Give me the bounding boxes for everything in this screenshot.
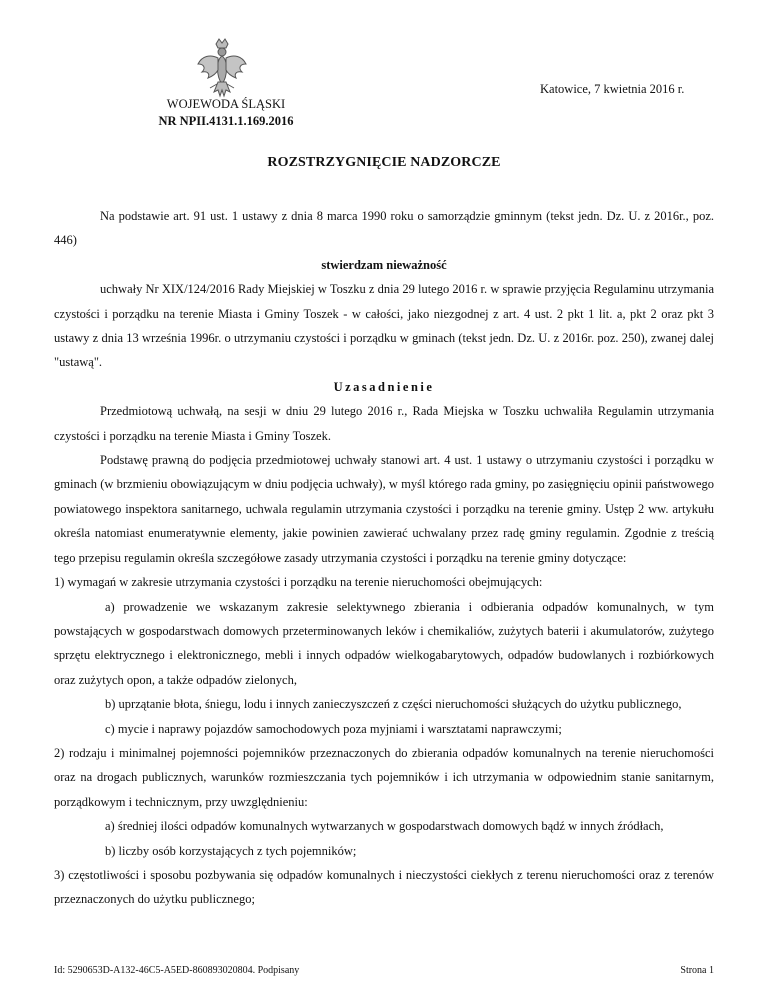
- paragraph-justification-2: Podstawę prawną do podjęcia przedmiotowej uchwały stanowi art. 4 ust. 1 ustawy o utrzymaniu czystości i porządku w gminach (w brzmieniu obowiązującym w dniu podjęcia uchwały), w myśl którego rada gminy, po zasięgnięciu opinii państwowego powiatowego inspektora sanitarnego, uchwala regulamin utrzymania czystości i porządku na terenie gminy. Ustęp 2 ww. artykułu określa natomiast enumeratywnie elementy, jakie powinien zawierać uchwalany przez radę gminy regulamin. Zgodnie z treścią tego przepisu regulamin określa szczegółowe zasady utrzymania czystości i porządku na terenie gminy dotyczące:: [54, 453, 714, 565]
- document-title: ROZSTRZYGNIĘCIE NADZORCZE: [267, 155, 501, 170]
- list-item-2a: a) średniej ilości odpadów komunalnych wytwarzanych w gospodarstwach domowych bądź w innych źródłach,: [105, 819, 664, 834]
- issuer-block: [146, 96, 306, 130]
- paragraph-resolution: uchwały Nr XIX/124/2016 Rady Miejskiej w Toszku z dnia 29 lutego 2016 r. w sprawie przyjęcia Regulaminu utrzymania czystości i porządku na terenie Miasta i Gminy Toszek - w całości, jako niezgodnej z art. 4 ust. 2 pkt 1 lit. a, pkt 2 oraz pkt 3 ustawy z dnia 13 września 1996r. o utrzymaniu czystości i porządku w gminach (tekst jedn. Dz. U. z 2016r. poz. 250), zwanej dalej "ustawą".: [54, 282, 714, 370]
- list-item-1a: a) prowadzenie we wskazanym zakresie selektywnego zbierania i odbierania odpadów komunalnych, w tym powstających w gospodarstwach domowych przeterminowanych leków i chemikaliów, zużytych baterii i akumulatorów, zużytego sprzętu elektrycznego i elektronicznego, mebli i innych odpadów wielkogabarytowych, odpadów budowlanych i rozbiórkowych oraz zużytych opon, a także odpadów zielonych,: [54, 599, 714, 687]
- list-item-2b: b) liczby osób korzystających z tych pojemników;: [105, 843, 357, 858]
- list-item-3: 3) częstotliwości i sposobu pozbywania się odpadów komunalnych i nieczystości ciekłych z terenu nieruchomości oraz z terenów przeznaczonych do użytku publicznego;: [54, 867, 714, 907]
- place-date: Katowice, 7 kwietnia 2016 r.: [540, 82, 685, 96]
- polish-eagle-emblem-icon: [196, 38, 248, 100]
- document-id: Id: 5290653D-A132-46C5-A5ED-860893020804. Podpisany: [54, 965, 300, 976]
- paragraph-justification-1: Przedmiotową uchwałą, na sesji w dniu 29 lutego 2016 r., Rada Miejska w Toszku uchwaliła Regulamin utrzymania czystości i porządku na terenie Miasta i Gminy Toszek.: [54, 404, 714, 443]
- reference-number: NR NPII.4131.1.169.2016: [158, 114, 294, 128]
- list-item-2: 2) rodzaju i minimalnej pojemności pojemników przeznaczonych do zbierania odpadów komunalnych na terenie nieruchomości oraz na drogach publicznych, warunków rozmieszczania tych pojemników i ich utrzymania w odpowiednim stanie sanitarnym, porządkowym i technicznym, przy uwzględnieniu:: [54, 745, 714, 809]
- justification-heading: Uzasadnienie: [333, 379, 435, 394]
- page-number: Strona 1: [680, 965, 714, 976]
- list-item-1: 1) wymagań w zakresie utrzymania czystości i porządku na terenie nieruchomości obejmujących:: [54, 575, 543, 590]
- decision-heading: stwierdzam nieważność: [321, 257, 447, 272]
- list-item-1b: b) uprzątanie błota, śniegu, lodu i innych zanieczyszczeń z części nieruchomości służących do użytku publicznego,: [105, 697, 682, 712]
- document-body: [54, 204, 714, 912]
- issuer-name: WOJEWODA ŚLĄSKI: [166, 97, 286, 111]
- list-item-1c: c) mycie i naprawy pojazdów samochodowych poza myjniami i warsztatami naprawczymi;: [105, 721, 562, 736]
- paragraph-legal-basis: Na podstawie art. 91 ust. 1 ustawy z dnia 8 marca 1990 roku o samorządzie gminnym (tekst jedn. Dz. U. z 2016r., poz. 446): [54, 209, 714, 248]
